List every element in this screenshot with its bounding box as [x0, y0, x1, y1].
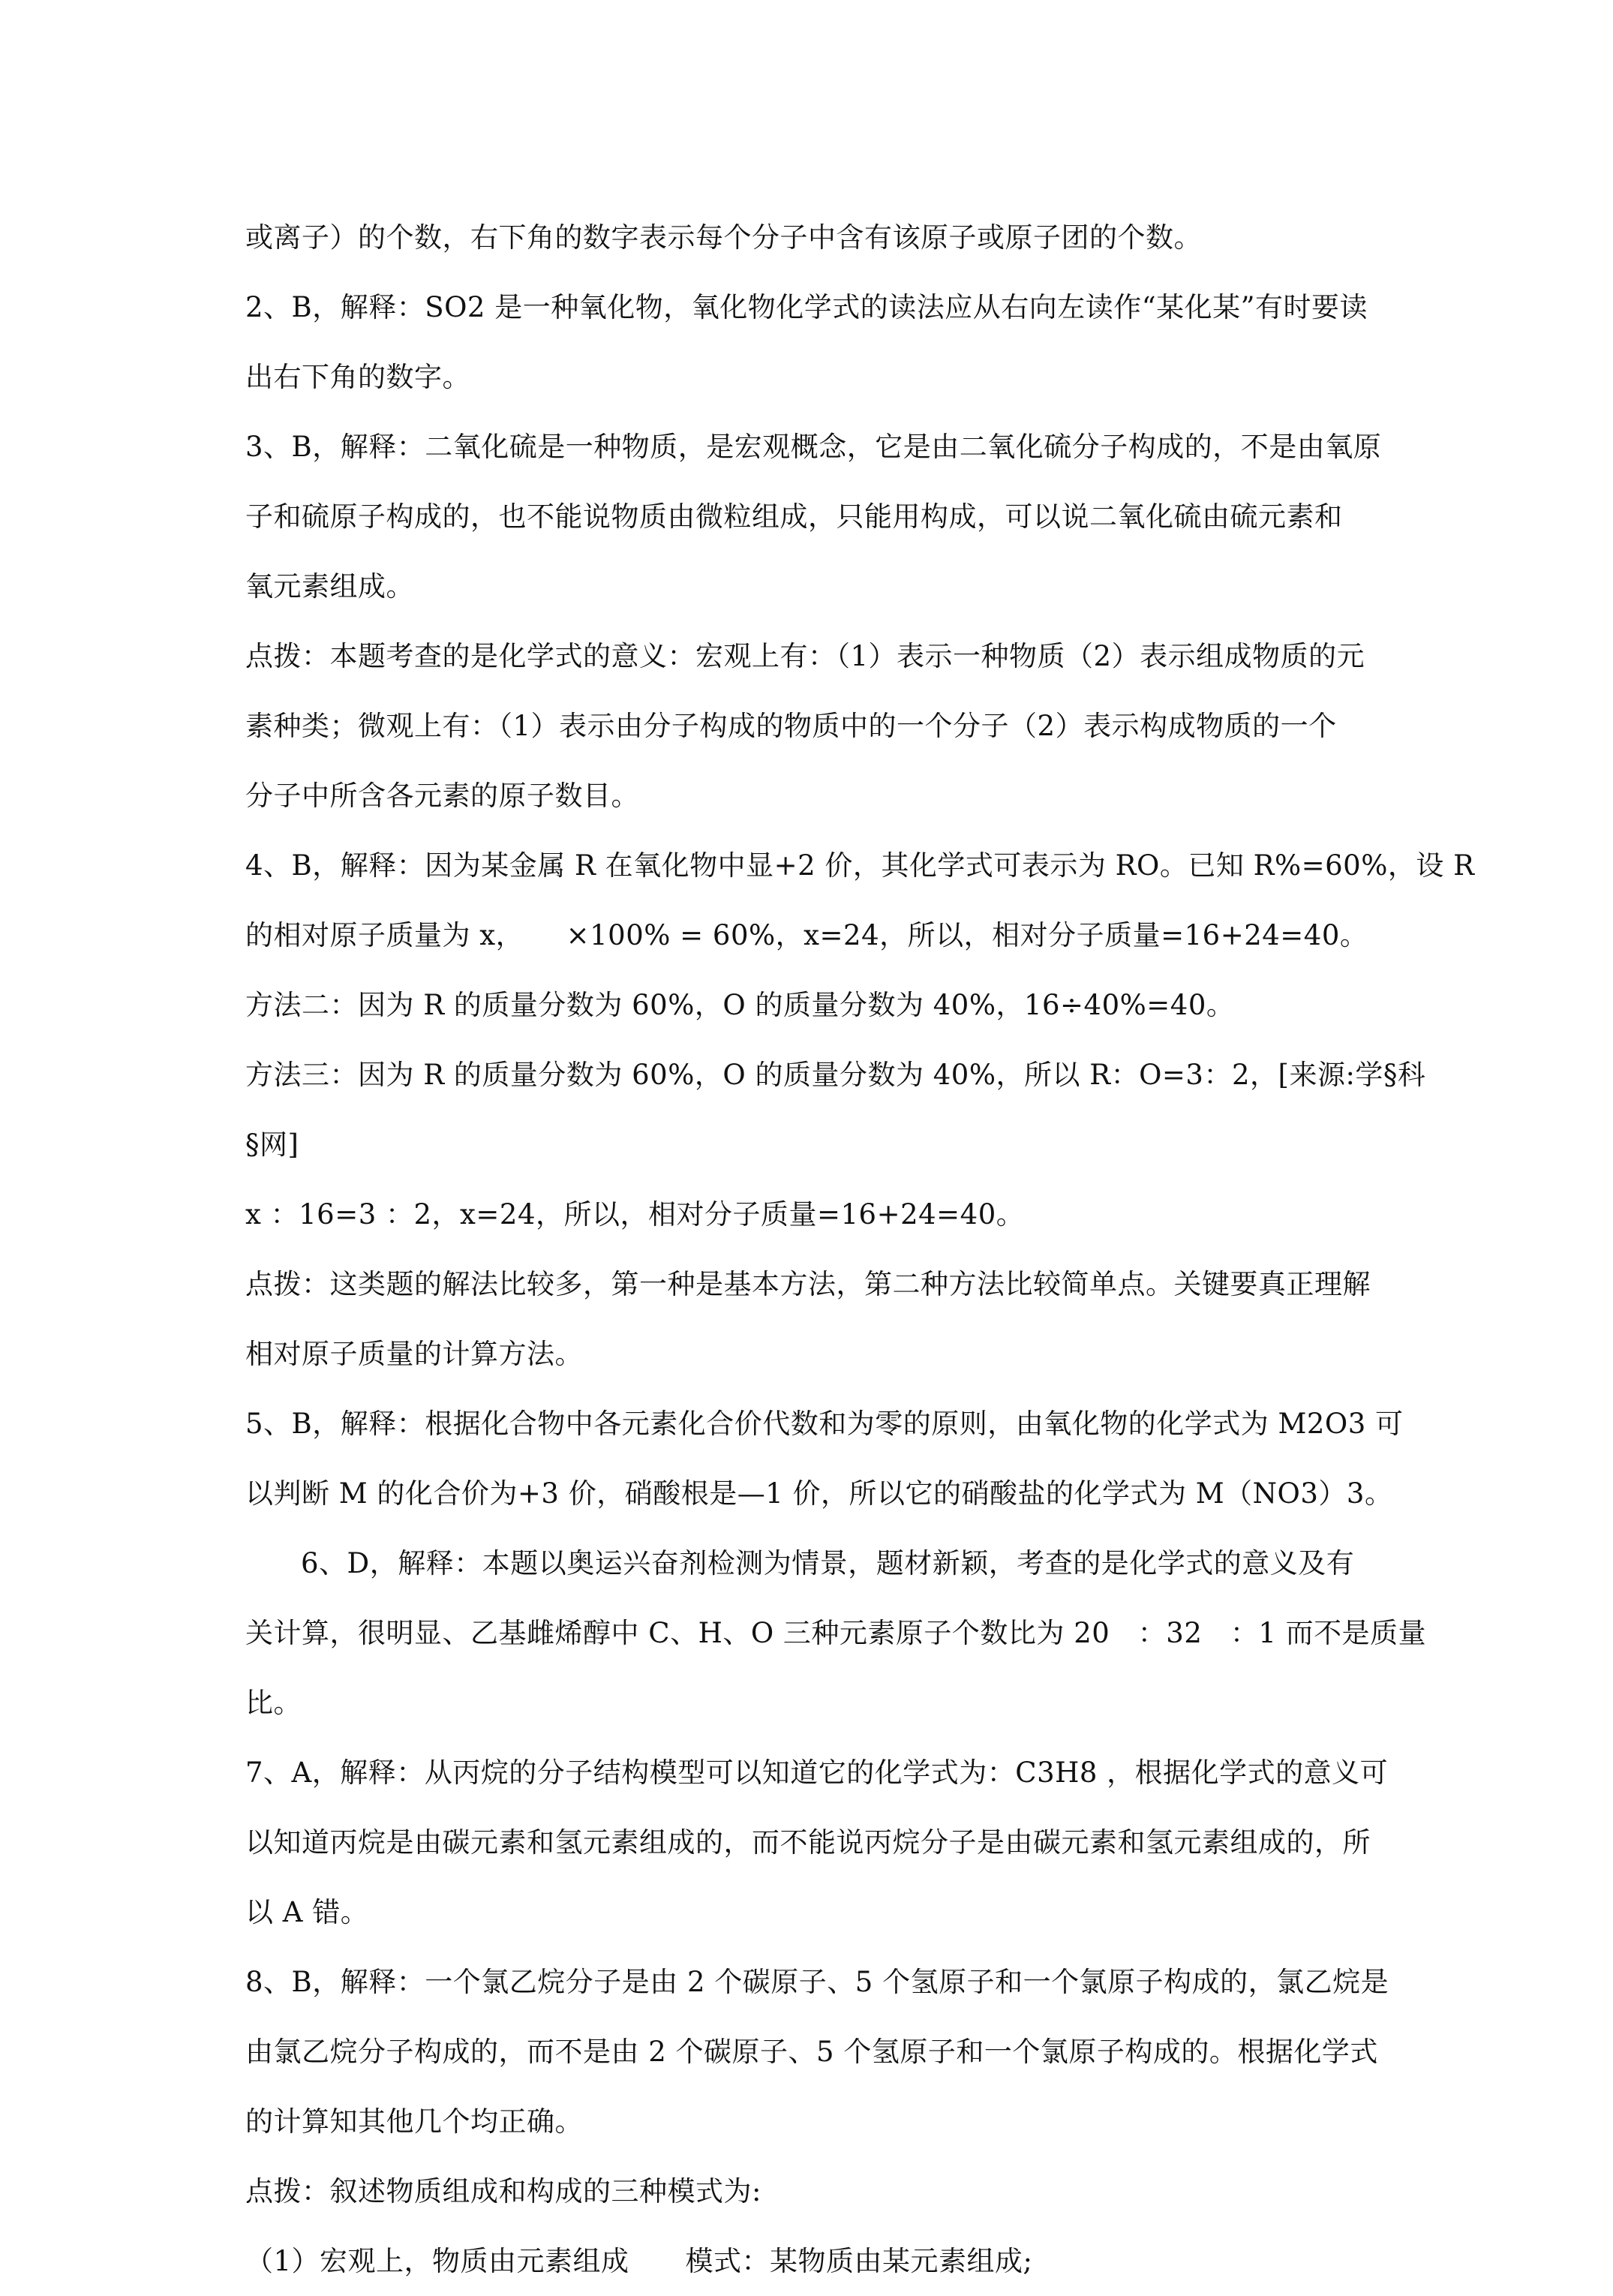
text-line: 子和硫原子构成的，也不能说物质由微粒组成，只能用构成，可以说二氧化硫由硫元素和: [245, 500, 1343, 533]
text-line: 3、B，解释：二氧化硫是一种物质，是宏观概念，它是由二氧化硫分子构成的，不是由氧原: [245, 431, 1382, 463]
text-line: 由氯乙烷分子构成的，而不是由 2 个碳原子、5 个氢原子和一个氯原子构成的。根据化学式: [245, 2036, 1378, 2068]
text-line: 方法二：因为 R 的质量分数为 60%，O 的质量分数为 40%，16÷40%=40。: [245, 989, 1235, 1021]
text-line: 的相对原子质量为 x， ×100% = 60%，x=24，所以，相对分子质量=16+24=40。: [245, 919, 1368, 951]
text-line: 分子中所含各元素的原子数目。: [245, 780, 639, 812]
text-line: 7、A，解释：从丙烷的分子结构模型可以知道它的化学式为：C3H8 ，根据化学式的意义可: [245, 1757, 1389, 1789]
text-line: 以知道丙烷是由碳元素和氢元素组成的，而不能说丙烷分子是由碳元素和氢元素组成的，所: [245, 1826, 1371, 1859]
text-line: 以判断 M 的化合价为+3 价，硝酸根是—1 价，所以它的硝酸盐的化学式为 M（NO3）3。: [245, 1477, 1393, 1510]
text-line: 以 A 错。: [245, 1896, 369, 1928]
text-line: x ：16=3 ：2，x=24，所以，相对分子质量=16+24=40。: [245, 1198, 1025, 1231]
text-line: 氧元素组成。: [245, 570, 414, 603]
text-line: （1）宏观上，物质由元素组成 模式：某物质由某元素组成;: [245, 2245, 1033, 2277]
text-line: 点拨：叙述物质组成和构成的三种模式为:: [245, 2175, 761, 2207]
text-line: 关计算，很明显、乙基雌烯醇中 C、H、O 三种元素原子个数比为 20 ：32 ：1 而不是质量: [245, 1617, 1427, 1649]
text-line: 6、D，解释：本题以奥运兴奋剂检测为情景，题材新颖，考查的是化学式的意义及有: [301, 1547, 1355, 1579]
text-line: 点拨：这类题的解法比较多，第一种是基本方法，第二种方法比较简单点。关键要真正理解: [245, 1268, 1371, 1300]
text-line: 出右下角的数字。: [245, 361, 470, 393]
text-line: 4、B，解释：因为某金属 R 在氧化物中显+2 价，其化学式可表示为 RO。已知 R%=60%，设 R: [245, 849, 1475, 882]
text-line: §网]: [245, 1128, 299, 1161]
text-line: 5、B，解释：根据化合物中各元素化合价代数和为零的原则，由氧化物的化学式为 M2O3 可: [245, 1408, 1404, 1440]
text-line: 2、B，解释：SO2 是一种氧化物，氧化物化学式的读法应从右向左读作“某化某”有时要读: [245, 291, 1368, 323]
text-line: 或离子）的个数，右下角的数字表示每个分子中含有该原子或原子团的个数。: [245, 221, 1202, 254]
text-line: 相对原子质量的计算方法。: [245, 1338, 583, 1370]
answer-text-body: [245, 203, 1475, 2296]
text-line: 比。: [245, 1687, 302, 1719]
text-line: 方法三：因为 R 的质量分数为 60%，O 的质量分数为 40%，所以 R：O=3：2，[来源:学§科: [245, 1059, 1426, 1091]
text-line: 的计算知其他几个均正确。: [245, 2105, 583, 2138]
text-line: 素种类；微观上有：（1）表示由分子构成的物质中的一个分子（2）表示构成物质的一个: [245, 710, 1337, 742]
text-line: 8、B，解释：一个氯乙烷分子是由 2 个碳原子、5 个氢原子和一个氯原子构成的，氯乙烷是: [245, 1966, 1389, 1998]
text-line: 点拨：本题考查的是化学式的意义：宏观上有：（1）表示一种物质（2）表示组成物质的元: [245, 640, 1365, 672]
